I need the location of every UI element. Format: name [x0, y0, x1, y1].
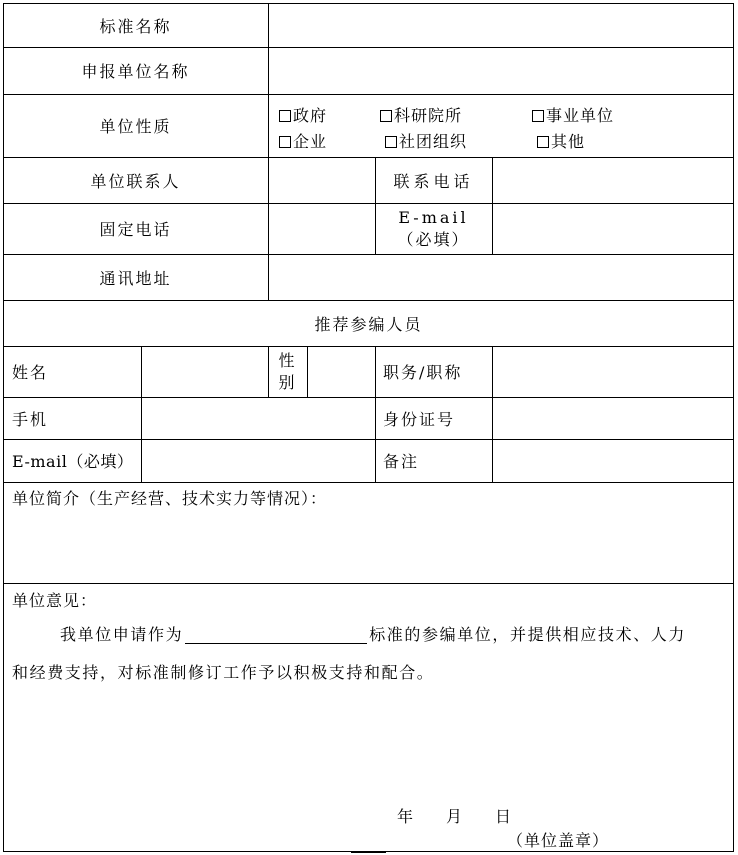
unit-opinion-label: 单位意见：: [12, 591, 98, 610]
contact-phone-field[interactable]: [492, 157, 734, 203]
opinion-text-line2: 和经费支持，对标准制修订工作予以积极支持和配合。: [12, 663, 435, 682]
checkbox-icon: [279, 110, 291, 122]
applicant-name-field[interactable]: [268, 47, 734, 94]
nature-option-public-institution[interactable]: 事业单位: [532, 103, 614, 126]
nature-option-association[interactable]: 社团组织: [385, 129, 467, 152]
email-label-line1: E-mail: [398, 207, 469, 227]
applicant-name-label: 申报单位名称: [81, 62, 190, 81]
nature-option-enterprise[interactable]: 企业: [279, 129, 327, 152]
date-month: 月: [446, 807, 464, 826]
name-label: 姓名: [12, 363, 49, 382]
gender-label-line1: 性: [278, 350, 297, 370]
standard-name-field[interactable]: [268, 3, 734, 47]
nature-option-other[interactable]: 其他: [537, 129, 585, 152]
nature-option-research[interactable]: 科研院所: [380, 103, 462, 126]
checkbox-icon: [537, 136, 549, 148]
email-field[interactable]: [492, 203, 734, 254]
opinion-text-line1: [60, 622, 686, 645]
email-label-line2: （必填）: [397, 229, 470, 249]
date-year: 年: [397, 807, 415, 826]
fixed-phone-label: 固定电话: [99, 220, 172, 239]
id-number-field[interactable]: [492, 397, 734, 439]
unit-intro-label: 单位简介（生产经营、技术实力等情况）：: [12, 489, 328, 508]
name-field[interactable]: [141, 346, 268, 397]
nature-option-government[interactable]: 政府: [279, 103, 327, 126]
mobile-label: 手机: [12, 409, 49, 429]
fixed-phone-field[interactable]: [268, 203, 375, 254]
row-divider: [3, 583, 734, 584]
address-field[interactable]: [268, 254, 734, 300]
gender-label: [268, 346, 307, 397]
standard-name-blank[interactable]: [185, 625, 367, 644]
remarks-field[interactable]: [492, 439, 734, 482]
seal-label: （单位盖章）: [507, 831, 610, 850]
checkbox-icon: [385, 136, 397, 148]
opinion-text-part1: 我单位申请作为: [60, 625, 184, 644]
mobile-field[interactable]: [141, 397, 375, 439]
standard-name-label: 标准名称: [99, 16, 172, 36]
date-day: 日: [495, 807, 513, 826]
checkbox-icon: [380, 110, 392, 122]
member-email-label: E-mail（必填）: [12, 452, 134, 471]
member-email-field[interactable]: [141, 439, 375, 482]
position-title-label: 职务/职称: [383, 363, 463, 382]
row-divider: [3, 482, 734, 483]
opinion-text-part2: 标准的参编单位，并提供相应技术、人力: [369, 625, 687, 644]
unit-nature-label: 单位性质: [99, 117, 172, 136]
recommended-section-title: 推荐参编人员: [314, 314, 423, 334]
gender-field[interactable]: [307, 346, 375, 397]
position-title-field[interactable]: [492, 346, 734, 397]
gender-label-line2: 别: [278, 372, 297, 392]
checkbox-icon: [532, 110, 544, 122]
email-label: [375, 203, 492, 254]
id-number-label: 身份证号: [383, 409, 456, 429]
unit-intro-field[interactable]: [3, 508, 734, 582]
contact-person-label: 单位联系人: [90, 171, 181, 191]
remarks-label: 备注: [383, 452, 420, 471]
checkbox-icon: [279, 136, 291, 148]
contact-person-field[interactable]: [268, 157, 375, 203]
page-mark: [351, 852, 386, 853]
contact-phone-label: 联系电话: [393, 171, 474, 191]
address-label: 通讯地址: [99, 268, 172, 288]
